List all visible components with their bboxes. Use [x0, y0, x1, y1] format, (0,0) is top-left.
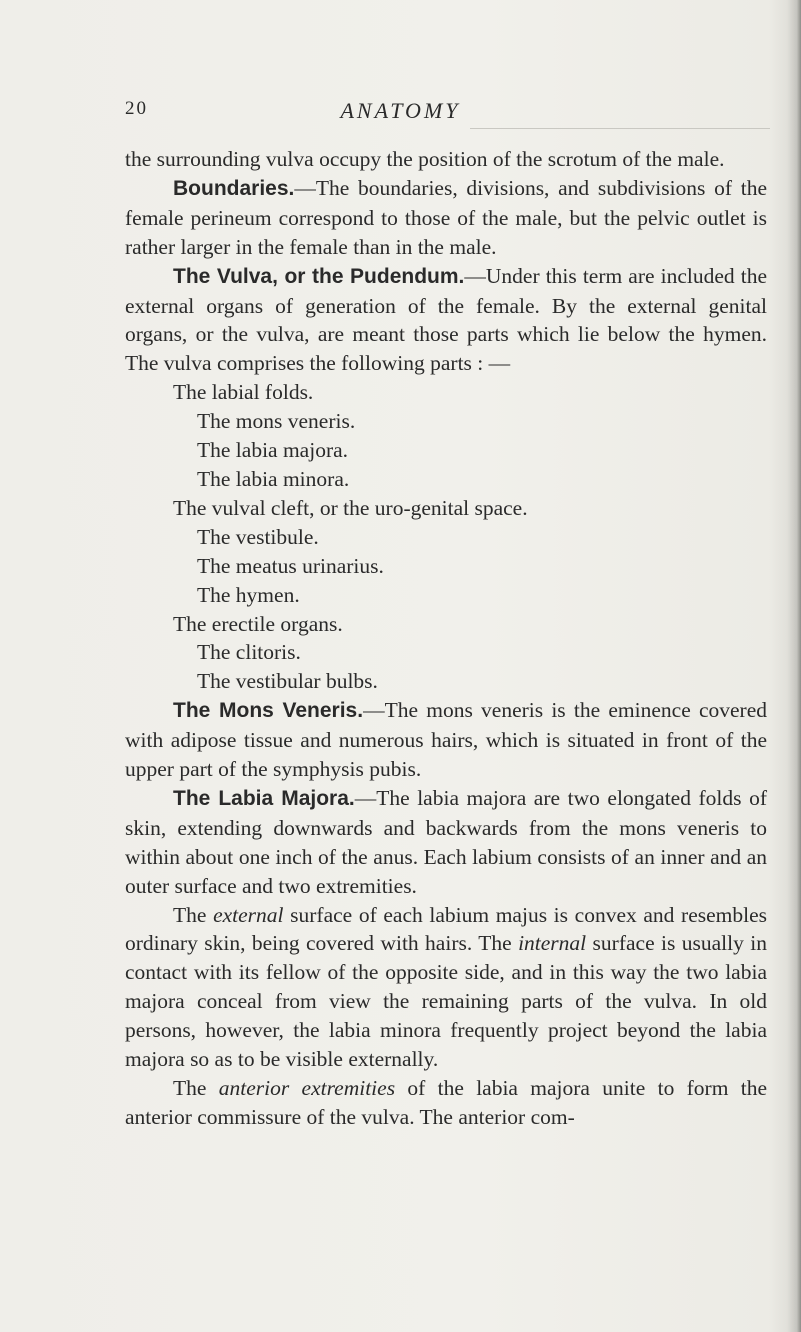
list-item: The vestibule. [197, 524, 319, 549]
emphasis-external: external [213, 902, 284, 927]
page-number: 20 [125, 98, 148, 119]
paragraph-surfaces [125, 901, 767, 1074]
list-item: The meatus urinarius. [197, 553, 384, 578]
paragraph-continuation: the surrounding vulva occupy the position of the scrotum of the male. [125, 147, 725, 171]
page-edge-shadow [787, 0, 801, 1332]
body-text [125, 145, 767, 1132]
heading-labia-majora: The Labia Majora. [173, 786, 355, 810]
paragraph-vulva [125, 262, 767, 379]
text-run: surface is usually in contact with its fellow of the opposite side, and in this way the two labia majora conceal from view the remaining parts of the vulva. In old persons, however, the labia minora frequently project beyond the labia majora so as to be visible externally. [125, 931, 767, 1072]
paragraph-boundaries [125, 174, 767, 262]
list-item: The hymen. [197, 582, 300, 607]
list-item: The clitoris. [197, 640, 301, 665]
header-rule [470, 128, 770, 129]
list-item: The labia minora. [197, 466, 350, 491]
list-item: The labial folds. [173, 380, 314, 405]
paragraph-extremities [125, 1074, 767, 1132]
running-title: ANATOMY [340, 98, 461, 123]
heading-vulva: The Vulva, or the Pudendum. [173, 264, 465, 288]
text-run: of the labia majora unite to form the anterior commissure of the vulva. The anterior com- [125, 1076, 767, 1129]
page-header [0, 98, 801, 128]
list-item: The labia majora. [197, 438, 349, 463]
text-run: The [173, 902, 214, 927]
emphasis-internal: internal [518, 931, 587, 956]
list-item: The mons veneris. [197, 409, 356, 434]
vulva-parts-list [125, 378, 767, 696]
paragraph-text: —The mons veneris is the eminence covered with adipose tissue and numerous hairs, which is situated in front of the upper part of the symphysis pubis. [125, 698, 767, 782]
paragraph-text: —The boundaries, divisions, and subdivisions of the female perineum correspond to those of the male, but the pelvic outlet is rather larger in the female than in the male. [125, 175, 767, 259]
paragraph-mons-veneris [125, 696, 767, 784]
list-item: The erectile organs. [173, 611, 343, 636]
paragraph-text: —Under this term are included the external organs of generation of the female. By the external genital organs, or the vulva, are meant those parts which lie below the hymen. The vulva comprises the following parts : — [125, 263, 767, 376]
list-item: The vulval cleft, or the uro-genital space. [173, 495, 528, 520]
emphasis-anterior-extremities: anterior extremities [218, 1076, 396, 1100]
paragraph-text: —The labia majora are two elongated folds of skin, extending downwards and backwards from the mons veneris to within about one inch of the anus. Each labium consists of an inner and an outer surface and two extremities. [125, 785, 767, 898]
text-run: surface of each labium majus is convex and resembles ordinary skin, being covered with hairs. The [125, 902, 767, 956]
list-item: The vestibular bulbs. [197, 669, 378, 694]
heading-mons-veneris: The Mons Veneris. [173, 699, 364, 723]
text-run: The [173, 1076, 219, 1100]
heading-boundaries: Boundaries. [173, 176, 295, 200]
paragraph-labia-majora [125, 784, 767, 901]
